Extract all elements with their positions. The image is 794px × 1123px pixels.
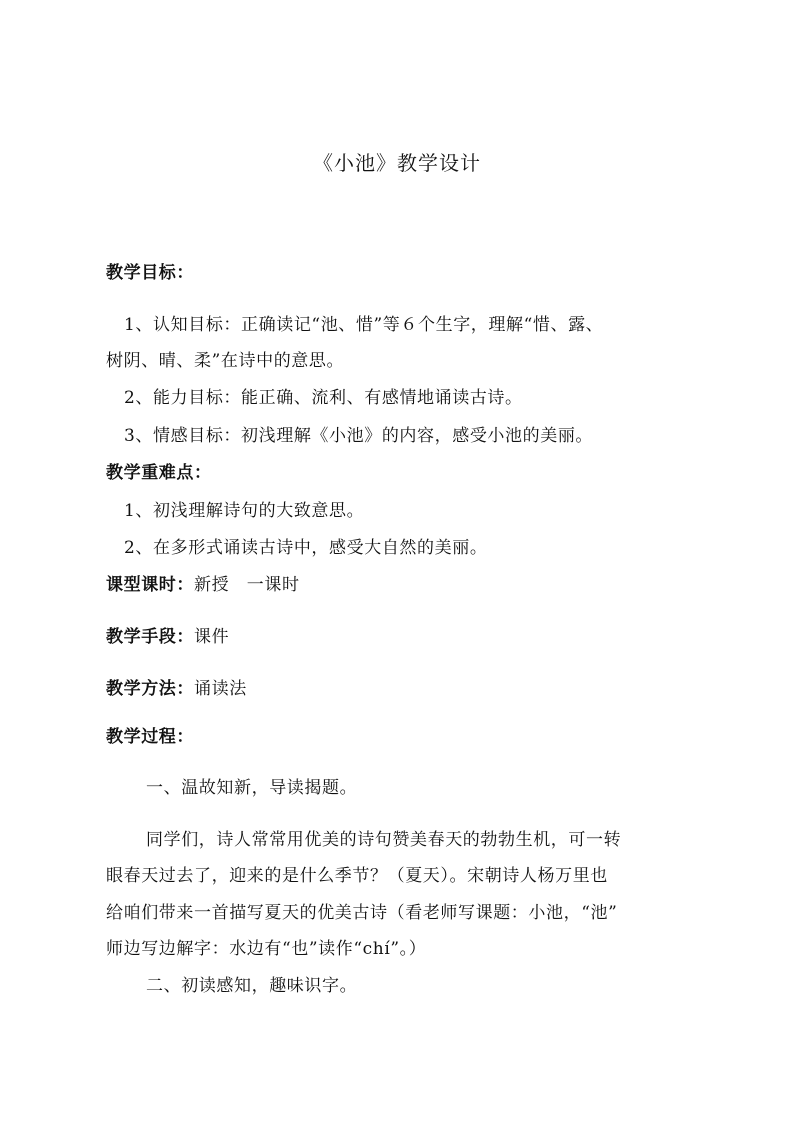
lesson-type-label: 课型课时： bbox=[106, 575, 194, 595]
teaching-method-label: 教学方法： bbox=[106, 679, 194, 699]
document-title: 《小池》教学设计 bbox=[313, 151, 481, 175]
lesson-type-row bbox=[106, 570, 300, 595]
goal-1-line-2: 树阴、晴、柔”在诗中的意思。 bbox=[106, 351, 345, 371]
key-point-1: 1、初浅理解诗句的大致意思。 bbox=[124, 501, 365, 521]
teaching-method-row bbox=[106, 674, 247, 699]
teaching-means-row bbox=[106, 622, 229, 647]
goal-2: 2、能力目标：能正确、流利、有感情地诵读古诗。 bbox=[124, 388, 523, 408]
key-point-2: 2、在多形式诵读古诗中，感受大自然的美丽。 bbox=[124, 538, 488, 558]
teaching-means-value: 课件 bbox=[194, 627, 230, 647]
step-2-heading: 二、初读感知，趣味识字。 bbox=[146, 976, 358, 996]
paragraph-1-line-2: 眼春天过去了，迎来的是什么季节？（夏天）。宋朝诗人杨万里也 bbox=[106, 866, 608, 886]
lesson-type-value: 新授 一课时 bbox=[194, 575, 300, 595]
goal-1-line-1: 1、认知目标：正确读记“池、惜”等６个生字，理解“惜、露、 bbox=[124, 315, 604, 335]
key-points-heading: 教学重难点： bbox=[106, 463, 212, 483]
teaching-method-value: 诵读法 bbox=[194, 679, 247, 699]
goal-3: 3、情感目标：初浅理解《小池》的内容，感受小池的美丽。 bbox=[124, 426, 594, 446]
paragraph-1-line-1: 同学们，诗人常常用优美的诗句赞美春天的勃勃生机，可一转 bbox=[146, 830, 622, 850]
paragraph-1-line-4: 师边写边解字：水边有“也”读作“chí”。） bbox=[106, 939, 427, 959]
process-heading: 教学过程： bbox=[106, 727, 194, 747]
teaching-means-label: 教学手段： bbox=[106, 627, 194, 647]
step-1-heading: 一、温故知新，导读揭题。 bbox=[146, 778, 358, 798]
goals-heading: 教学目标： bbox=[106, 263, 194, 283]
paragraph-1-line-3: 给咱们带来一首描写夏天的优美古诗（看老师写课题：小池，“池” bbox=[106, 903, 618, 923]
